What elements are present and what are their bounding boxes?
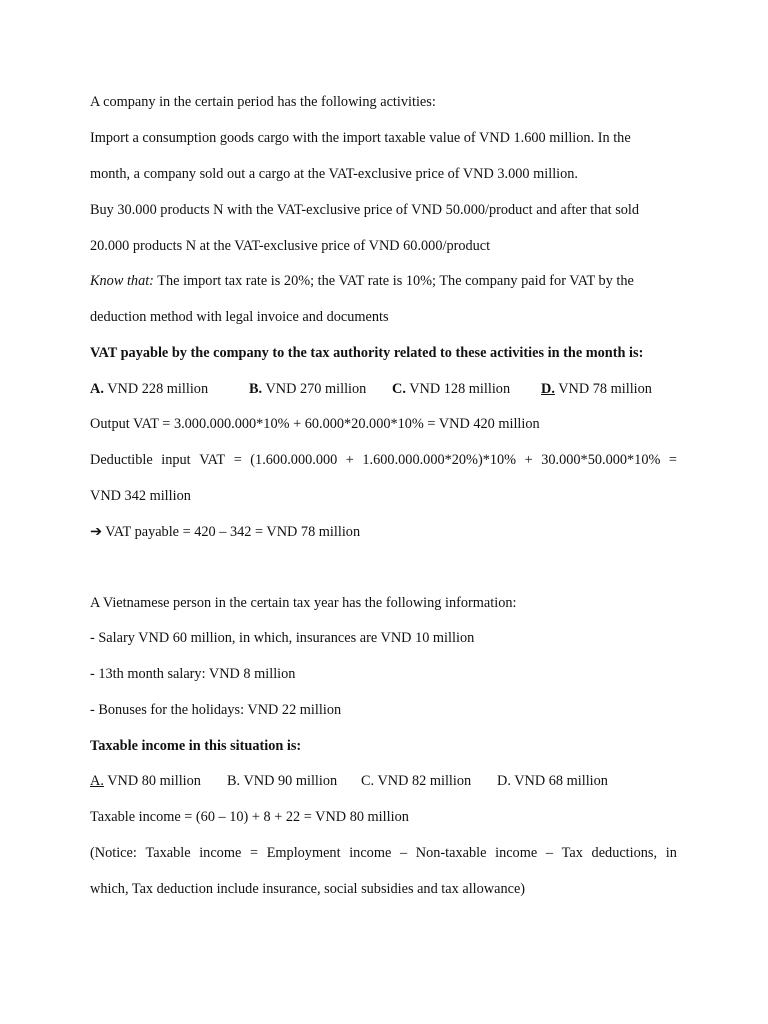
- notice-word: income: [349, 845, 392, 861]
- q2-item-13th-salary: - 13th month salary: VND 8 million: [90, 666, 296, 682]
- deductible-word: =: [668, 452, 677, 468]
- notice-word: =: [249, 845, 259, 861]
- q2-notice-line: [90, 844, 677, 862]
- q2-option-b-text: VND 90 million: [240, 773, 338, 789]
- q1-option-c-letter: C.: [392, 381, 406, 397]
- deductible-word: 1.600.000.000*20%)*10%: [362, 452, 517, 468]
- q2-question: Taxable income in this situation is:: [90, 738, 302, 754]
- deductible-word: Deductible: [90, 452, 153, 468]
- notice-word: –: [399, 845, 408, 861]
- q2-option-a: [90, 772, 201, 790]
- q1-option-a-letter: A.: [90, 381, 104, 397]
- q1-buy-line: Buy 30.000 products N with the VAT-exclusive price of VND 50.000/product and after that sold: [90, 202, 640, 218]
- q1-option-c: [392, 380, 510, 398]
- q1-know-that-line: [90, 272, 634, 290]
- q2-option-b: [227, 772, 337, 790]
- q2-option-a-text: VND 80 million: [103, 773, 201, 789]
- q1-output-vat: Output VAT = 3.000.000.000*10% + 60.000*20.000*10% = VND 420 million: [90, 416, 540, 432]
- q1-option-a-text: VND 228 million: [103, 381, 209, 397]
- q1-deductible-result: VND 342 million: [90, 488, 191, 504]
- deductible-word: 30.000*50.000*10%: [541, 452, 661, 468]
- q2-item-bonuses: - Bonuses for the holidays: VND 22 million: [90, 702, 342, 718]
- q1-sold-line: 20.000 products N at the VAT-exclusive price of VND 60.000/product: [90, 238, 491, 254]
- q1-option-b-letter: B.: [249, 381, 263, 397]
- q2-option-a-letter: A.: [90, 773, 104, 789]
- arrow-icon: ➔: [90, 524, 102, 540]
- deductible-word: =: [233, 452, 242, 468]
- q1-option-c-text: VND 128 million: [405, 381, 511, 397]
- q2-option-c-letter: C.: [361, 773, 375, 789]
- q1-payable-line: [90, 523, 360, 541]
- q1-payable-text: VAT payable = 420 – 342 = VND 78 million: [101, 524, 361, 540]
- notice-word: Taxable: [145, 845, 191, 861]
- deductible-word: VAT: [199, 452, 226, 468]
- deductible-word: (1.600.000.000: [250, 452, 338, 468]
- notice-word: Non-taxable: [415, 845, 487, 861]
- q1-intro: A company in the certain period has the following activities:: [90, 94, 436, 110]
- q2-option-d: [497, 772, 608, 790]
- deductible-word: +: [345, 452, 354, 468]
- know-that-label: Know that:: [90, 273, 154, 289]
- know-that-text: The import tax rate is 20%; the VAT rate is 10%; The company paid for VAT by the: [153, 273, 634, 289]
- q1-deductible-line: [90, 451, 677, 469]
- q1-deduction-line: deduction method with legal invoice and documents: [90, 309, 389, 325]
- q2-option-c: [361, 772, 471, 790]
- deductible-word: +: [524, 452, 533, 468]
- q2-item-salary: - Salary VND 60 million, in which, insurances are VND 10 million: [90, 630, 475, 646]
- notice-word: –: [545, 845, 553, 861]
- q2-option-d-letter: D.: [497, 773, 511, 789]
- q1-option-a: [90, 380, 208, 398]
- notice-word: Tax: [561, 845, 583, 861]
- q2-option-d-text: VND 68 million: [510, 773, 608, 789]
- q1-option-d-text: VND 78 million: [554, 381, 652, 397]
- q1-option-d: [541, 380, 652, 398]
- q2-notice-end: which, Tax deduction include insurance, social subsidies and tax allowance): [90, 881, 526, 897]
- q2-answer: Taxable income = (60 – 10) + 8 + 22 = VND 80 million: [90, 809, 409, 825]
- notice-word: (Notice:: [90, 845, 137, 861]
- notice-word: in: [665, 845, 677, 861]
- notice-word: Employment: [266, 845, 341, 861]
- notice-word: deductions,: [591, 845, 658, 861]
- q1-option-b-text: VND 270 million: [262, 381, 367, 397]
- q2-option-c-text: VND 82 million: [374, 773, 472, 789]
- q1-option-b: [249, 380, 366, 398]
- q1-import-line: Import a consumption goods cargo with the import taxable value of VND 1.600 million. In the: [90, 130, 631, 146]
- q1-sale-line: month, a company sold out a cargo at the VAT-exclusive price of VND 3.000 million.: [90, 166, 579, 182]
- q2-option-b-letter: B.: [227, 773, 241, 789]
- q2-intro: A Vietnamese person in the certain tax year has the following information:: [90, 595, 517, 611]
- deductible-word: input: [161, 452, 191, 468]
- q1-option-d-letter: D.: [541, 381, 555, 397]
- q1-question: VAT payable by the company to the tax authority related to these activities in the month is:: [90, 345, 644, 361]
- notice-word: income: [199, 845, 242, 861]
- notice-word: income: [495, 845, 538, 861]
